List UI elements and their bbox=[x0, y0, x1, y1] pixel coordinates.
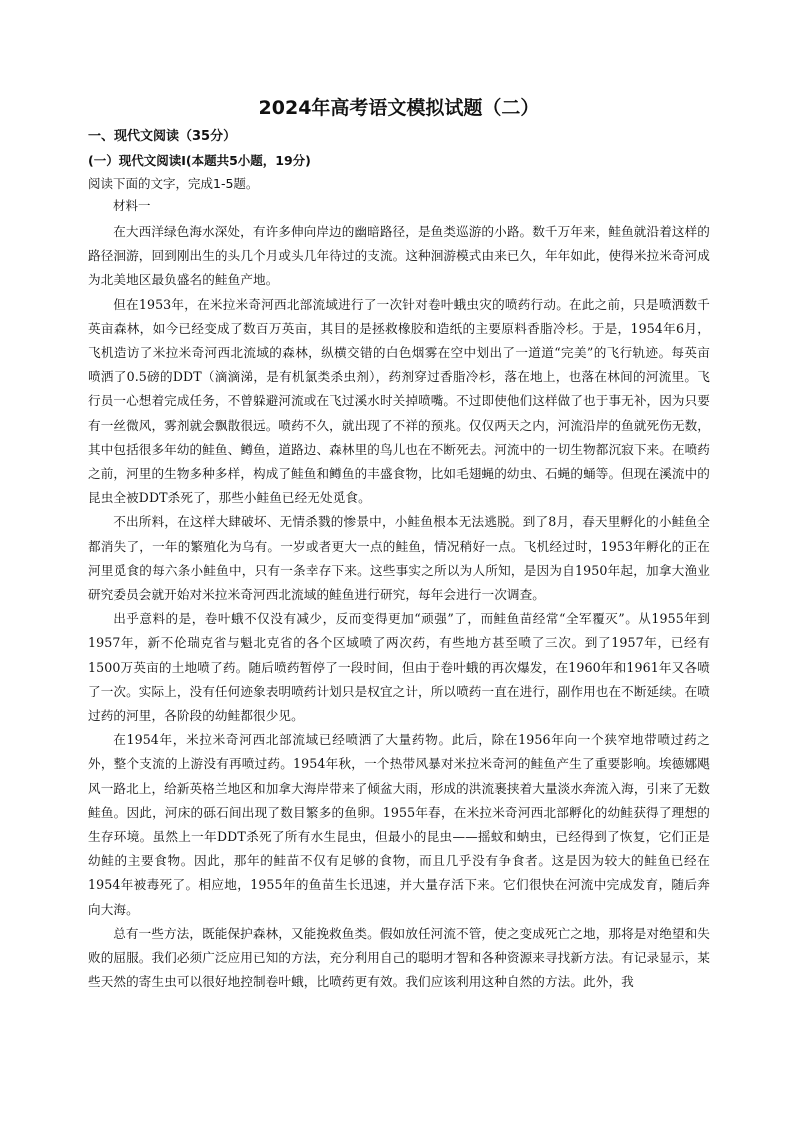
paragraph-5: 在1954年，米拉米奇河西北部流域已经喷洒了大量药物。此后，除在1956年向一个狭窄地带喷过药之外，整个支流的上游没有再喷过药。1954年秋，一个热带风暴对米拉米奇河的鲑鱼产生了重要影响。埃德娜飓风一路北上，给新英格兰地区和加拿大海岸带来了倾盆大雨，形成的洪流裹挟着大量淡水奔流入海，引来了无数鲑鱼。因此，河床的砾石间出现了数目繁多的鱼卵。1955年春，在米拉米奇河西北部孵化的幼鲑获得了理想的生存环境。虽然上一年DDT杀死了所有水生昆虫，但最小的昆虫——摇蚊和蚋虫，已经得到了恢复，它们正是幼鲑的主要食物。因此，那年的鲑苗不仅有足够的食物，而且几乎没有争食者。这是因为较大的鲑鱼已经在1954年被毒死了。相应地，1955年的鱼苗生长迅速，并大量存活下来。它们很快在河流中完成发育，随后奔向大海。 bbox=[88, 732, 710, 917]
paragraph-3: 不出所料，在这样大肆破坏、无情杀戮的惨景中，小鲑鱼根本无法逃脱。到了8月，春天里孵化的小鲑鱼全都消失了，一年的繁殖化为乌有。一岁或者更大一点的鲑鱼，情况稍好一点。飞机经过时，1953年孵化的正在河里觅食的每六条小鲑鱼中，只有一条幸存下来。这些事实之所以为人所知，是因为自1950年起，加拿大渔业研究委员会就开始对米拉米奇河西北流域的鲑鱼进行研究，每年会进行一次调查。 bbox=[88, 514, 710, 603]
reading-instruction: 阅读下面的文字，完成1-5题。 bbox=[88, 176, 259, 191]
subsection-heading: (一）现代文阅读Ⅰ(本题共5小题，19分) bbox=[88, 153, 311, 168]
paragraph-1: 在大西洋绿色海水深处，有许多伸向岸边的幽暗路径，是鱼类巡游的小路。数千万年来，鲑鱼就沿着这样的路径洄游，回到刚出生的头几个月或头几年待过的支流。这种洄游模式由来已久，年年如此，使得米拉米奇河成为北美地区最负盛名的鲑鱼产地。 bbox=[88, 224, 710, 288]
paragraph-2: 但在1953年，在米拉米奇河西北部流域进行了一次针对卷叶蛾虫灾的喷药行动。在此之前，只是喷洒数千英亩森林，如今已经变成了数百万英亩，其目的是拯救橡胶和造纸的主要原料香脂冷杉。于是，1954年6月，飞机造访了米拉米奇河西北流域的森林，纵横交错的白色烟雾在空中划出了一道道“完美”的飞行轨迹。每英亩喷洒了0.5磅的DDT（滴滴涕，是有机氯类杀虫剂），药剂穿过香脂冷杉，落在地上，也落在林间的河流里。飞行员一心想着完成任务，不曾躲避河流或在飞过溪水时关掉喷嘴。不过即使他们这样做了也于事无补，因为只要有一丝微风，雾剂就会飘散很远。喷药不久，就出现了不祥的预兆。仅仅两天之内，河流沿岸的鱼就死伤无数，其中包括很多年幼的鲑鱼、鳟鱼，道路边、森林里的鸟儿也在不断死去。河流中的一切生物都沉寂下来。在喷药之前，河里的生物多种多样，构成了鲑鱼和鳟鱼的丰盛食物，比如毛翅蝇的幼虫、石蝇的蛹等。但现在溪流中的昆虫全被DDT杀死了，那些小鲑鱼已经无处觅食。 bbox=[88, 296, 710, 506]
section-heading: 一、现代文阅读（35分） bbox=[88, 129, 237, 144]
page-title: 2024年高考语文模拟试题（二） bbox=[258, 97, 540, 119]
material-label: 材料一 bbox=[113, 198, 151, 213]
paragraph-4: 出乎意料的是，卷叶蛾不仅没有减少，反而变得更加“顽强”了，而鲑鱼苗经常“全军覆灭”。从1955年到1957年，新不伦瑞克省与魁北克省的各个区域喷了两次药，有些地方甚至喷了三次。到了1957年，已经有1500万英亩的土地喷了药。随后喷药暂停了一段时间，但由于卷叶蛾的再次爆发，在1960年和1961年又各喷了一次。实际上，没有任何迹象表明喷药计划只是权宜之计，所以喷药一直在进行，副作用也在不断延续。在喷过药的河里，各阶段的幼鲑都很少见。 bbox=[88, 611, 710, 724]
paragraph-6: 总有一些方法，既能保护森林，又能挽救鱼类。假如放任河流不管，使之变成死亡之地，那将是对绝望和失败的屈服。我们必须广泛应用已知的方法，充分利用自己的聪明才智和各种资源来寻找新方法。有记录显示，某些天然的寄生虫可以很好地控制卷叶蛾，比喷药更有效。我们应该利用这种自然的方法。此外，我 bbox=[88, 925, 710, 990]
